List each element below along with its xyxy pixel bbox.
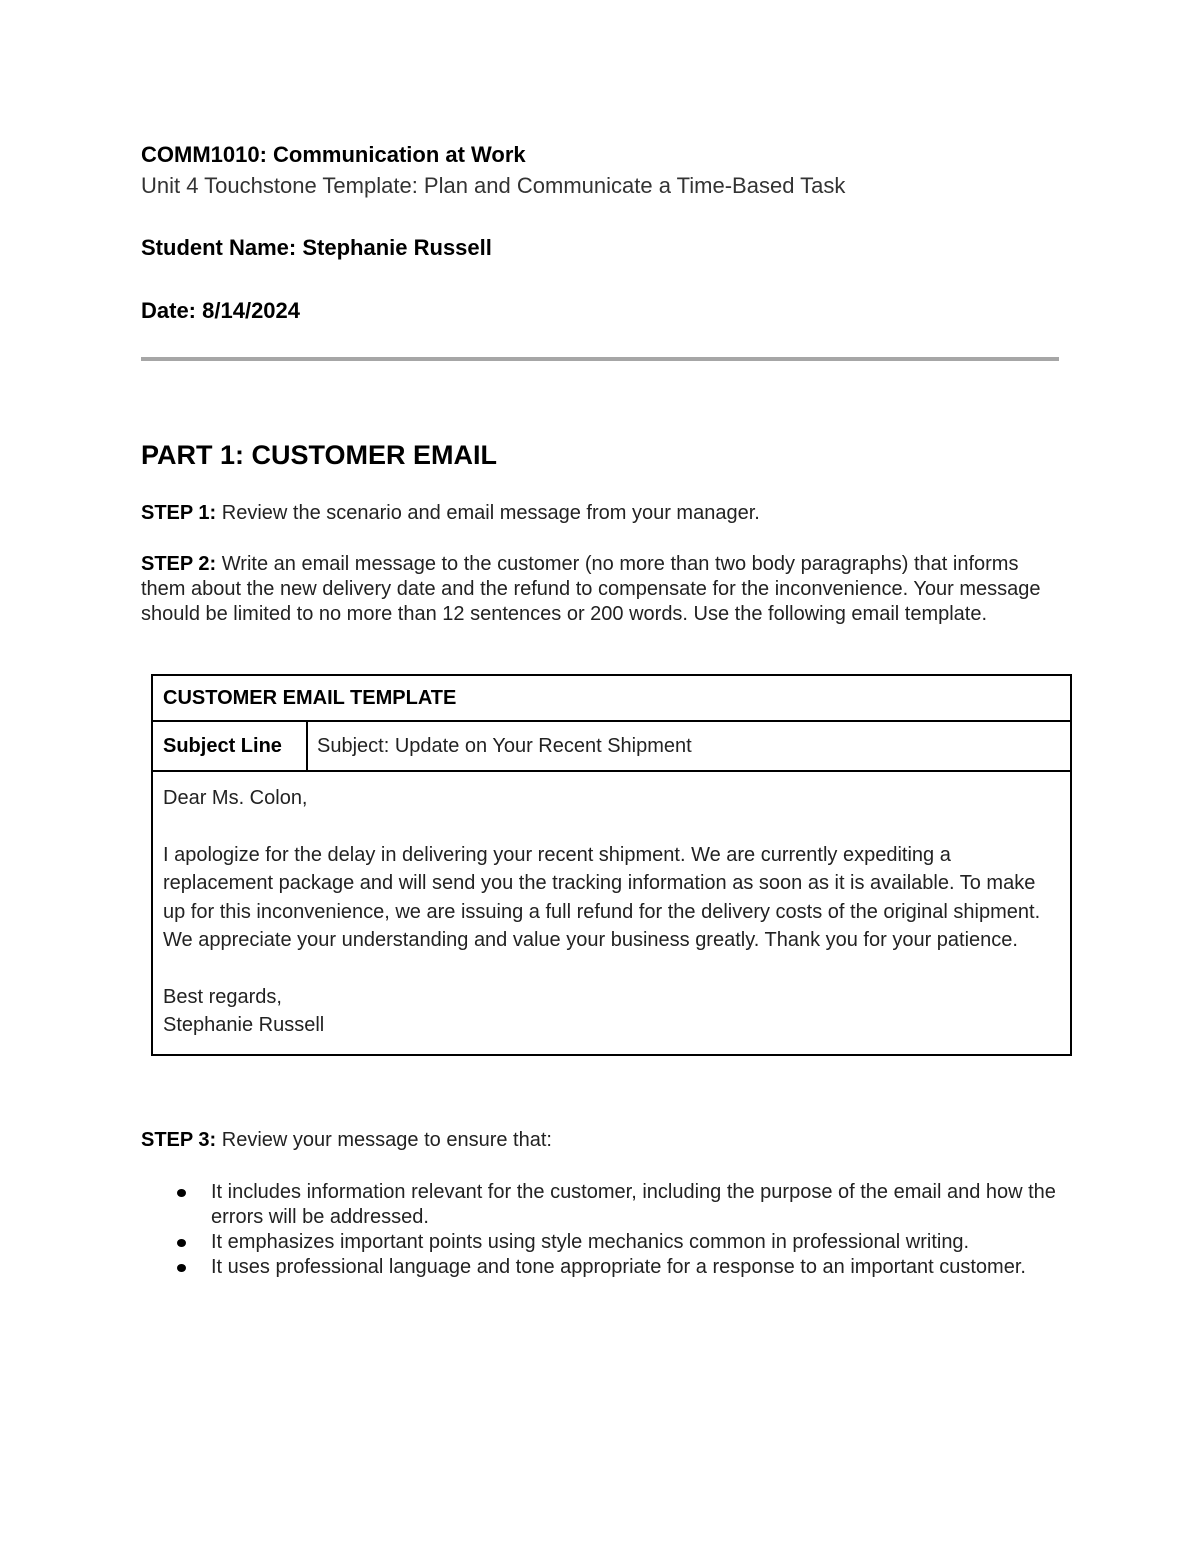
email-signature: Stephanie Russell bbox=[163, 1014, 325, 1036]
student-name-value: Stephanie Russell bbox=[302, 235, 492, 260]
date-value: 8/14/2024 bbox=[202, 298, 301, 323]
step-2-text: Write an email message to the customer (no more than two body paragraphs) that informs them about the new delivery date and the refund to compensate for the inconvenience. Your message should be limited to no more than 12 sentences or 200 words. Use the following email template. bbox=[141, 553, 1041, 625]
step-1-label: STEP 1: bbox=[141, 502, 217, 524]
subject-line-label: Subject Line bbox=[153, 722, 308, 770]
subject-line-value: Subject: Update on Your Recent Shipment bbox=[317, 734, 692, 757]
section-divider bbox=[141, 357, 1059, 361]
step-3-label: STEP 3: bbox=[141, 1129, 217, 1151]
review-checklist bbox=[177, 1180, 1057, 1280]
student-name-line bbox=[141, 235, 492, 261]
part-heading: PART 1: CUSTOMER EMAIL bbox=[141, 440, 498, 470]
template-subtitle: Unit 4 Touchstone Template: Plan and Communicate a Time-Based Task bbox=[141, 173, 846, 198]
bullet-icon bbox=[177, 1189, 186, 1197]
email-closing: Best regards, bbox=[163, 985, 282, 1008]
date-label: Date: bbox=[141, 298, 197, 323]
email-greeting: Dear Ms. Colon, bbox=[163, 787, 308, 809]
step-1-text: Review the scenario and email message from your manager. bbox=[221, 502, 760, 524]
step-1 bbox=[141, 502, 760, 525]
list-item-text: It includes information relevant for the customer, including the purpose of the email and how the errors will be addressed. bbox=[211, 1181, 1056, 1228]
customer-email-table bbox=[151, 674, 1072, 1056]
email-template-title: CUSTOMER EMAIL TEMPLATE bbox=[153, 676, 1070, 722]
list-item bbox=[177, 1230, 1057, 1255]
step-3 bbox=[141, 1129, 552, 1152]
date-line bbox=[141, 298, 300, 324]
subject-row bbox=[153, 722, 1070, 772]
list-item-text: It emphasizes important points using style mechanics common in professional writing. bbox=[211, 1231, 970, 1253]
email-body-cell bbox=[153, 772, 1070, 1054]
step-3-text: Review your message to ensure that: bbox=[221, 1129, 552, 1151]
bullet-icon bbox=[177, 1264, 186, 1272]
list-item bbox=[177, 1255, 1057, 1280]
bullet-icon bbox=[177, 1239, 186, 1247]
step-2-label: STEP 2: bbox=[141, 553, 217, 575]
student-name-label: Student Name: bbox=[141, 235, 297, 260]
email-body-paragraph: I apologize for the delay in delivering your recent shipment. We are currently expediting a replacement package and will send you the tracking information as soon as it is available. To make up for this inconvenience, we are issuing a full refund for the delivery costs of the original shipment. We appreciate your understanding and value your business greatly. Thank you for your patience. bbox=[163, 843, 1041, 951]
list-item bbox=[177, 1180, 1057, 1230]
step-2 bbox=[141, 552, 1059, 627]
list-item-text: It uses professional language and tone appropriate for a response to an important customer. bbox=[211, 1256, 1026, 1278]
course-title: COMM1010: Communication at Work bbox=[141, 142, 526, 167]
